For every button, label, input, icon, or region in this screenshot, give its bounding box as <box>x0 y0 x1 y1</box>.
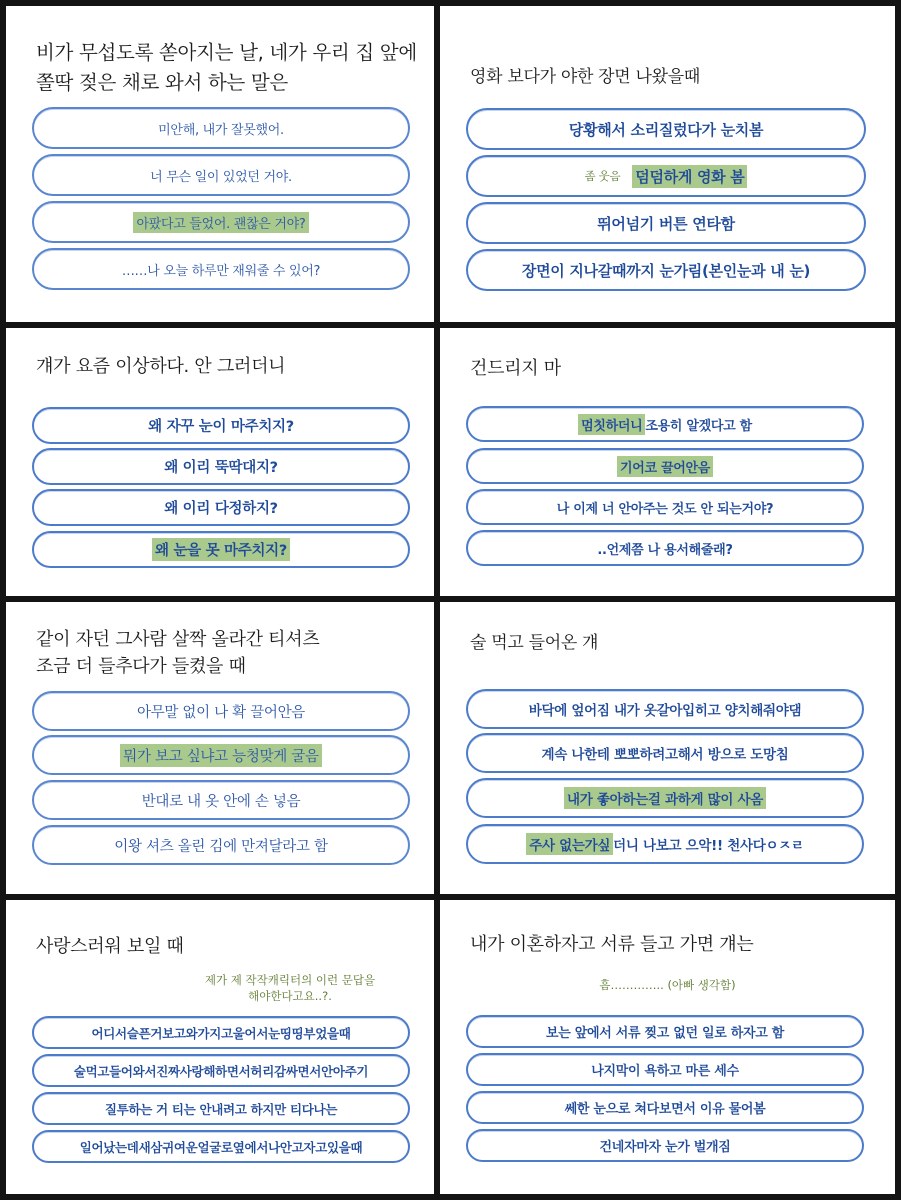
answer-option-2[interactable]: 왜 이리 뚝딱대지? <box>32 448 410 485</box>
answer-option-4[interactable]: ……나 오늘 하루만 재워줄 수 있어? <box>32 248 410 290</box>
panel-5 <box>6 602 434 894</box>
answer-option-3[interactable] <box>32 201 410 243</box>
answer-option-3[interactable]: 나 이제 너 안아주는 것도 안 되는거야? <box>466 489 864 525</box>
answer-option-4[interactable] <box>32 531 410 568</box>
answer-option-3[interactable]: 질투하는 거 티는 안내려고 하지만 티다나는 <box>32 1092 410 1125</box>
highlight-mark: 아팠다고 들었어. 괜찮은 거야? <box>133 212 308 233</box>
answer-option-1[interactable]: 왜 자꾸 눈이 마주치지? <box>32 407 410 444</box>
answer-option-2[interactable]: 나지막이 욕하고 마른 세수 <box>466 1053 864 1086</box>
answer-option-2[interactable] <box>466 155 866 197</box>
answer-option-4[interactable]: 장면이 지나갈때까지 눈가림(본인눈과 내 눈) <box>466 249 866 291</box>
question-text: 술 먹고 들어온 걔 <box>470 633 599 653</box>
panel-8 <box>440 900 895 1194</box>
highlight-mark: 기어코 끌어안음 <box>617 456 713 477</box>
answer-option-2[interactable]: 너 무슨 일이 있었던 거야. <box>32 154 410 196</box>
panel-4 <box>440 328 895 596</box>
answer-option-4[interactable]: ..언제쯤 나 용서해줄래? <box>466 530 864 566</box>
highlight-mark: 뭐가 보고 싶냐고 능청맞게 굴음 <box>120 744 321 767</box>
answer-option-1[interactable]: 미안해, 내가 잘못했어. <box>32 107 410 149</box>
question-text: 건드리지 마 <box>470 358 561 379</box>
answer-option-3[interactable]: 왜 이리 다정하지? <box>32 489 410 526</box>
answer-option-1[interactable]: 아무말 없이 나 확 끌어안음 <box>32 691 410 731</box>
answer-option-2[interactable] <box>32 735 410 775</box>
question-text: 사랑스러워 보일 때 <box>36 936 184 957</box>
annotation-note: 제가 제 작작캐릭터의 이런 문답을 해야한다고요..?. <box>204 973 376 1003</box>
answer-option-4[interactable]: 일어났는데새삼귀여운얼굴로옆에서나안고자고있을때 <box>32 1130 410 1163</box>
annotation-note: 흠………….. (아빠 생각함) <box>599 978 736 992</box>
panel-3 <box>6 328 434 596</box>
answer-option-1[interactable]: 보는 앞에서 서류 찢고 없던 일로 하자고 함 <box>466 1015 864 1048</box>
answer-option-3[interactable] <box>466 778 864 818</box>
question-text: 영화 보다가 야한 장면 나왔을때 <box>470 67 701 87</box>
answer-option-4[interactable]: 건네자마자 눈가 벌개짐 <box>466 1129 864 1162</box>
highlight-mark: 왜 눈을 못 마주치지? <box>152 538 290 561</box>
answer-option-3[interactable]: 반대로 내 옷 안에 손 넣음 <box>32 780 410 820</box>
answer-option-1[interactable]: 바닥에 엎어짐 내가 옷갈아입히고 양치해줘야댐 <box>466 689 864 729</box>
answer-option-2[interactable]: 술먹고들어와서진짜사랑해하면서허리감싸면서안아주기 <box>32 1054 410 1087</box>
panel-6 <box>440 602 895 894</box>
side-note: 좀 웃음 <box>584 169 621 183</box>
highlight-mark: 멈칫하더니 <box>578 414 645 435</box>
answer-option-4[interactable]: 주사 없는가싶 더니 나보고 으악!! 천사다ㅇㅈㄹ <box>466 824 864 864</box>
answer-option-2[interactable] <box>466 448 864 484</box>
answer-option-3[interactable]: 뛰어넘기 버튼 연타함 <box>466 202 866 244</box>
panel-2 <box>440 6 895 322</box>
question-text: 걔가 요즘 이상하다. 안 그러더니 <box>36 356 286 377</box>
highlight-mark: 내가 좋아하는걸 과하게 많이 사옴 <box>564 787 766 809</box>
question-text: 같이 자던 그사람 살짝 올라간 티셔츠 조금 더 들추다가 들켰을 때 <box>36 629 320 677</box>
answer-option-2[interactable]: 계속 나한테 뽀뽀하려고해서 방으로 도망침 <box>466 733 864 773</box>
answer-option-3[interactable]: 쎄한 눈으로 쳐다보면서 이유 물어봄 <box>466 1091 864 1124</box>
question-text: 내가 이혼하자고 서류 들고 가면 걔는 <box>470 934 754 955</box>
answer-option-4[interactable]: 이왕 셔츠 올린 김에 만져달라고 함 <box>32 825 410 865</box>
question-text: 비가 무섭도록 쏟아지는 날, 네가 우리 집 앞에 쫄딱 젖은 채로 와서 하는 말은 <box>36 41 417 94</box>
answer-option-1[interactable]: 어디서슬픈거보고와가지고울어서눈띵띵부었을때 <box>32 1016 410 1049</box>
panel-1 <box>6 6 434 322</box>
answer-option-1[interactable]: 당황해서 소리질렀다가 눈치봄 <box>466 108 866 150</box>
highlight-mark: 덤덤하게 영화 봄 <box>632 165 747 188</box>
highlight-mark: 주사 없는가싶 <box>526 833 613 855</box>
panel-7 <box>6 900 434 1194</box>
answer-option-1[interactable]: 멈칫하더니 조용히 알겠다고 함 <box>466 406 864 442</box>
